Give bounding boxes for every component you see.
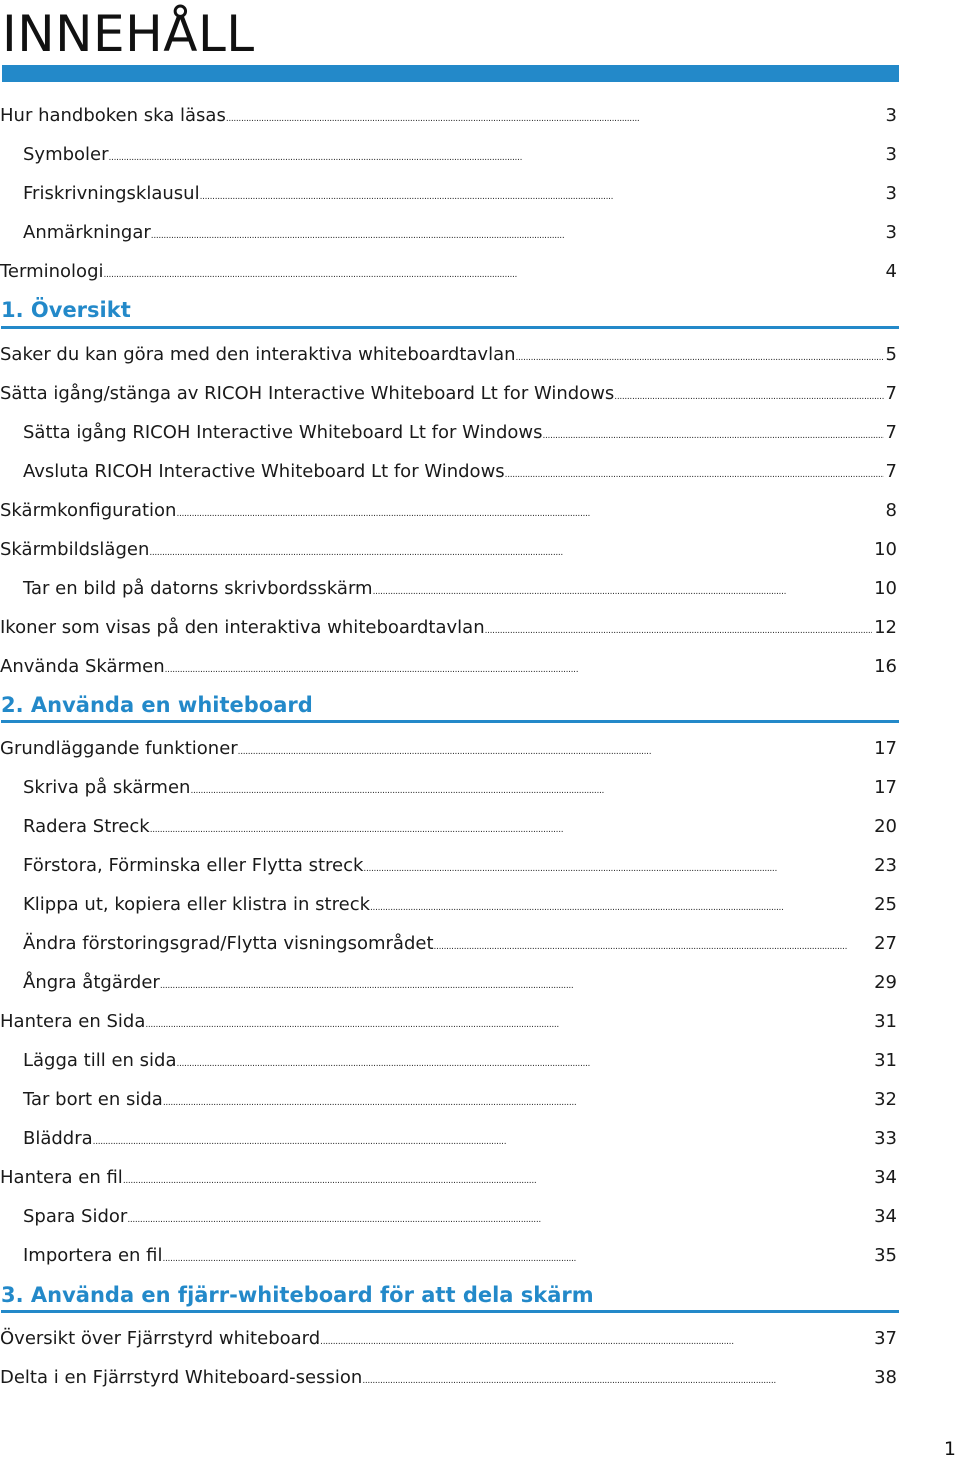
toc-page-number: 5 bbox=[885, 344, 897, 365]
toc-page-number: 17 bbox=[874, 738, 897, 759]
toc-entry-label: Radera Streck bbox=[23, 816, 150, 837]
toc-page-number: 34 bbox=[874, 1206, 897, 1227]
toc-entry-label: Delta i en Fjärrstyrd Whiteboard-session bbox=[0, 1367, 363, 1388]
toc-entry[interactable] bbox=[0, 379, 897, 409]
toc-entry-label: Hantera en fil bbox=[0, 1167, 123, 1188]
toc-entry-label: Ångra åtgärder bbox=[23, 972, 160, 993]
toc-entry[interactable] bbox=[0, 1363, 897, 1393]
toc-page-number: 29 bbox=[874, 972, 897, 993]
toc-entry-label: Ikoner som visas på den interaktiva whiteboardtavlan bbox=[0, 617, 485, 638]
dot-leader bbox=[505, 457, 884, 490]
toc-entry-label: Använda Skärmen bbox=[0, 656, 165, 677]
dot-leader bbox=[150, 812, 872, 845]
dot-leader bbox=[93, 1124, 872, 1157]
toc-page-number: 3 bbox=[885, 105, 897, 126]
dot-leader bbox=[165, 652, 872, 685]
toc-entry-label: Avsluta RICOH Interactive Whiteboard Lt for Windows bbox=[23, 461, 505, 482]
toc-page-number: 31 bbox=[874, 1011, 897, 1032]
toc-entry[interactable] bbox=[23, 812, 897, 842]
toc-page-number: 7 bbox=[885, 461, 897, 482]
toc-entry-label: Symboler bbox=[23, 144, 109, 165]
toc-entry[interactable] bbox=[23, 1085, 897, 1115]
toc-entry[interactable] bbox=[23, 929, 897, 959]
dot-leader bbox=[123, 1163, 872, 1196]
toc-page-number: 4 bbox=[885, 261, 897, 282]
dot-leader bbox=[160, 968, 872, 1001]
dot-leader bbox=[485, 613, 872, 646]
toc-entry[interactable] bbox=[23, 1124, 897, 1154]
dot-leader bbox=[543, 418, 884, 451]
toc-entry[interactable] bbox=[0, 652, 897, 682]
toc-page-number: 35 bbox=[874, 1245, 897, 1266]
dot-leader bbox=[151, 218, 884, 251]
toc-entry-label: Anmärkningar bbox=[23, 222, 151, 243]
chapter-heading[interactable]: 3. Använda en fjärr-whiteboard för att dela skärm bbox=[1, 1283, 594, 1307]
toc-entry[interactable] bbox=[0, 535, 897, 565]
chapter-rule bbox=[1, 720, 899, 723]
dot-leader bbox=[226, 101, 884, 134]
toc-page-number: 37 bbox=[874, 1328, 897, 1349]
toc-page-number: 27 bbox=[874, 933, 897, 954]
toc-entry-label: Spara Sidor bbox=[23, 1206, 128, 1227]
toc-entry-label: Skärmkonfiguration bbox=[0, 500, 177, 521]
toc-page-number: 7 bbox=[885, 383, 897, 404]
dot-leader bbox=[614, 379, 883, 412]
toc-page-number: 25 bbox=[874, 894, 897, 915]
toc-entry-label: Bläddra bbox=[23, 1128, 93, 1149]
toc-page-number: 33 bbox=[874, 1128, 897, 1149]
toc-entry[interactable] bbox=[23, 851, 897, 881]
toc-entry[interactable] bbox=[23, 140, 897, 170]
toc-entry[interactable] bbox=[23, 218, 897, 248]
toc-entry-label: Terminologi bbox=[0, 261, 104, 282]
toc-entry-label: Översikt över Fjärrstyrd whiteboard bbox=[0, 1328, 321, 1349]
dot-leader bbox=[176, 1046, 872, 1079]
toc-entry[interactable] bbox=[0, 101, 897, 131]
dot-leader bbox=[373, 574, 873, 607]
toc-entry-label: Ändra förstoringsgrad/Flytta visningsområdet bbox=[23, 933, 434, 954]
title-rule bbox=[2, 65, 899, 82]
toc-entry[interactable] bbox=[23, 1202, 897, 1232]
toc-entry[interactable] bbox=[0, 1007, 897, 1037]
toc-page-number: 23 bbox=[874, 855, 897, 876]
toc-entry[interactable] bbox=[0, 496, 897, 526]
toc-entry[interactable] bbox=[0, 340, 897, 370]
toc-page-number: 31 bbox=[874, 1050, 897, 1071]
toc-entry-label: Sätta igång RICOH Interactive Whiteboard Lt for Windows bbox=[23, 422, 543, 443]
dot-leader bbox=[163, 1085, 872, 1118]
toc-entry-label: Hur handboken ska läsas bbox=[0, 105, 226, 126]
toc-entry[interactable] bbox=[23, 574, 897, 604]
toc-page-number: 32 bbox=[874, 1089, 897, 1110]
dot-leader bbox=[176, 496, 883, 529]
toc-page-number: 12 bbox=[874, 617, 897, 638]
toc-page-number: 10 bbox=[874, 578, 897, 599]
toc-entry[interactable] bbox=[23, 179, 897, 209]
toc-entry[interactable] bbox=[0, 613, 897, 643]
dot-leader bbox=[362, 1363, 872, 1396]
toc-page-number: 7 bbox=[885, 422, 897, 443]
chapter-rule bbox=[1, 1310, 899, 1313]
chapter-heading[interactable]: 1. Översikt bbox=[1, 298, 131, 322]
toc-page-number: 38 bbox=[874, 1367, 897, 1388]
dot-leader bbox=[320, 1324, 872, 1357]
toc-entry[interactable] bbox=[0, 1163, 897, 1193]
toc-entry-label: Tar bort en sida bbox=[23, 1089, 163, 1110]
toc-page-number: 20 bbox=[874, 816, 897, 837]
toc-entry[interactable] bbox=[23, 457, 897, 487]
toc-entry-label: Klippa ut, kopiera eller klistra in streck bbox=[23, 894, 371, 915]
toc-entry-label: Skärmbildslägen bbox=[0, 539, 150, 560]
dot-leader bbox=[370, 890, 872, 923]
dot-leader bbox=[163, 1241, 873, 1274]
toc-entry[interactable] bbox=[0, 1324, 897, 1354]
dot-leader bbox=[145, 1007, 872, 1040]
toc-page-number: 8 bbox=[885, 500, 897, 521]
toc-page-number: 34 bbox=[874, 1167, 897, 1188]
toc-entry-label: Lägga till en sida bbox=[23, 1050, 177, 1071]
toc-entry[interactable] bbox=[23, 968, 897, 998]
dot-leader bbox=[363, 851, 872, 884]
toc-page-number: 3 bbox=[885, 183, 897, 204]
page-title: INNEHÅLL bbox=[2, 5, 255, 63]
toc-page-number: 16 bbox=[874, 656, 897, 677]
toc-entry[interactable] bbox=[23, 418, 897, 448]
toc-entry-label: Förstora, Förminska eller Flytta streck bbox=[23, 855, 364, 876]
toc-entry[interactable] bbox=[23, 773, 897, 803]
chapter-heading[interactable]: 2. Använda en whiteboard bbox=[1, 693, 313, 717]
toc-entry[interactable] bbox=[0, 257, 897, 287]
toc-entry[interactable] bbox=[0, 734, 897, 764]
dot-leader bbox=[149, 535, 872, 568]
toc-entry-label: Hantera en Sida bbox=[0, 1011, 146, 1032]
toc-entry-label: Friskrivningsklausul bbox=[23, 183, 200, 204]
toc-entry[interactable] bbox=[23, 890, 897, 920]
toc-page-number: 10 bbox=[874, 539, 897, 560]
toc-page-number: 3 bbox=[885, 222, 897, 243]
dot-leader bbox=[434, 929, 873, 962]
toc-entry-label: Skriva på skärmen bbox=[23, 777, 191, 798]
dot-leader bbox=[200, 179, 884, 212]
toc-entry-label: Saker du kan göra med den interaktiva whiteboardtavlan bbox=[0, 344, 516, 365]
toc-page-number: 17 bbox=[874, 777, 897, 798]
toc-entry[interactable] bbox=[23, 1241, 897, 1271]
toc-page-number: 3 bbox=[885, 144, 897, 165]
dot-leader bbox=[127, 1202, 872, 1235]
toc-entry[interactable] bbox=[23, 1046, 897, 1076]
dot-leader bbox=[109, 140, 884, 173]
dot-leader bbox=[190, 773, 872, 806]
chapter-rule bbox=[1, 326, 899, 329]
toc-entry-label: Tar en bild på datorns skrivbordsskärm bbox=[23, 578, 373, 599]
dot-leader bbox=[516, 340, 884, 373]
toc-entry-label: Importera en fil bbox=[23, 1245, 163, 1266]
toc-entry-label: Sätta igång/stänga av RICOH Interactive Whiteboard Lt for Windows bbox=[0, 383, 615, 404]
toc-entry-label: Grundläggande funktioner bbox=[0, 738, 238, 759]
dot-leader bbox=[104, 257, 884, 290]
page-number: 1 bbox=[943, 1438, 956, 1460]
dot-leader bbox=[238, 734, 872, 767]
